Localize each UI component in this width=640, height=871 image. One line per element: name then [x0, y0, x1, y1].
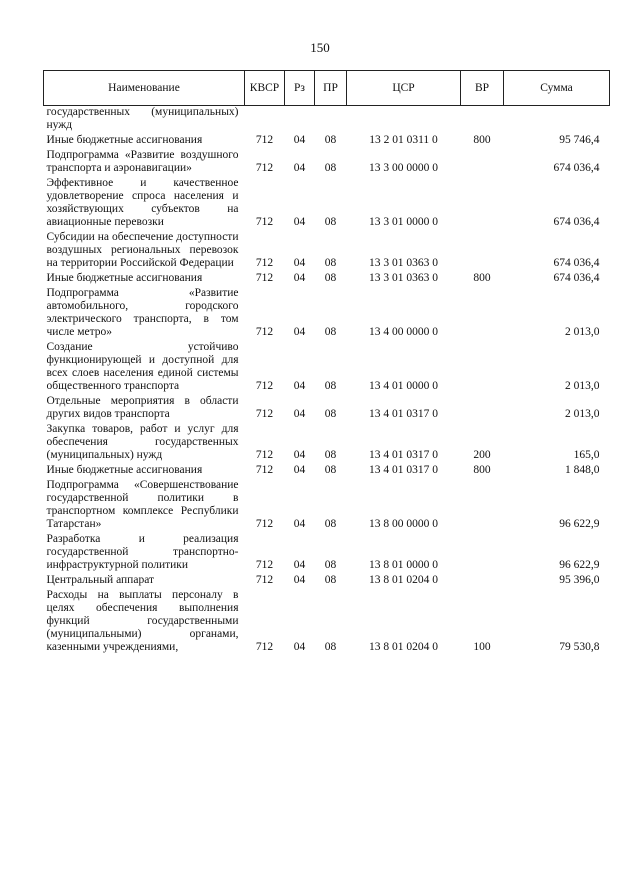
cell-kvsr: 712	[255, 559, 274, 571]
cell-pr: 08	[324, 464, 337, 476]
cell-kvsr: 712	[255, 408, 274, 420]
cell-sum: 674 036,4	[553, 272, 600, 284]
table-row	[44, 533, 610, 574]
cell-name: Закупка товаров, работ и услуг для обеспечения государственных (муниципальных) нужд	[46, 423, 239, 461]
cell-sum: 674 036,4	[553, 257, 600, 269]
cell-pr: 08	[324, 449, 337, 461]
cell-rz: 04	[293, 641, 306, 653]
cell-kvsr: 712	[255, 134, 274, 146]
cell-name: Создание устойчиво функционирующей и доступной для всех слоев населения единой системы общественного транспорта	[46, 341, 239, 392]
cell-vr	[461, 106, 504, 135]
header-pr: ПР	[315, 71, 347, 106]
header-sum: Сумма	[504, 71, 610, 106]
table-row	[44, 287, 610, 341]
cell-name: Подпрограмма «Совершенствование государственной политики в транспортном комплексе Республики Татарстан»	[46, 479, 239, 530]
cell-vr	[461, 287, 504, 341]
header-rz: Рз	[285, 71, 315, 106]
cell-name: Подпрограмма «Развитие автомобильного, городского электрического транспорта, в том числе метро»	[46, 287, 239, 338]
cell-pr	[315, 106, 347, 135]
cell-csr: 13 4 01 0317 0	[369, 464, 438, 476]
table-row	[44, 464, 610, 479]
cell-pr: 08	[324, 408, 337, 420]
cell-csr: 13 3 01 0000 0	[369, 216, 438, 228]
cell-name: Подпрограмма «Развитие воздушного транспорта и аэронавигации»	[46, 149, 239, 174]
table-row	[44, 149, 610, 177]
cell-kvsr: 712	[255, 326, 274, 338]
cell-sum: 1 848,0	[565, 464, 600, 476]
cell-csr: 13 8 00 0000 0	[369, 518, 438, 530]
cell-csr: 13 4 01 0317 0	[369, 449, 438, 461]
header-name: Наименование	[44, 71, 245, 106]
cell-vr: 800	[473, 272, 491, 284]
header-kvsr: КВСР	[245, 71, 285, 106]
cell-sum: 96 622,9	[559, 518, 600, 530]
cell-name: Иные бюджетные ассигнования	[46, 464, 203, 476]
cell-vr	[461, 533, 504, 574]
cell-rz: 04	[293, 162, 306, 174]
cell-vr	[461, 149, 504, 177]
table-row	[44, 423, 610, 464]
cell-sum: 79 530,8	[559, 641, 600, 653]
cell-vr	[461, 177, 504, 231]
table-header-row	[44, 71, 610, 106]
cell-sum: 95 746,4	[559, 134, 600, 146]
cell-pr: 08	[324, 641, 337, 653]
cell-csr: 13 3 01 0363 0	[369, 257, 438, 269]
cell-vr: 800	[473, 134, 491, 146]
page-number: 150	[310, 40, 330, 55]
cell-kvsr: 712	[255, 464, 274, 476]
cell-csr: 13 4 01 0000 0	[369, 380, 438, 392]
budget-table	[43, 70, 610, 656]
table-row	[44, 272, 610, 287]
header-vr: ВР	[461, 71, 504, 106]
cell-sum: 674 036,4	[553, 216, 600, 228]
header-csr: ЦСР	[347, 71, 461, 106]
cell-kvsr: 712	[255, 518, 274, 530]
cell-pr: 08	[324, 518, 337, 530]
cell-pr: 08	[324, 574, 337, 586]
table-row	[44, 106, 610, 135]
cell-kvsr: 712	[255, 162, 274, 174]
cell-rz: 04	[293, 380, 306, 392]
cell-vr	[461, 395, 504, 423]
cell-name: Отдельные мероприятия в области других видов транспорта	[46, 395, 239, 420]
cell-vr	[461, 341, 504, 395]
cell-vr	[461, 574, 504, 589]
cell-rz: 04	[293, 326, 306, 338]
cell-vr	[461, 479, 504, 533]
cell-rz: 04	[293, 272, 306, 284]
table-row	[44, 574, 610, 589]
cell-vr: 200	[473, 449, 491, 461]
cell-kvsr: 712	[255, 272, 274, 284]
cell-kvsr	[245, 106, 285, 135]
cell-rz: 04	[293, 408, 306, 420]
cell-pr: 08	[324, 216, 337, 228]
cell-name: Иные бюджетные ассигнования	[46, 134, 203, 146]
cell-sum: 674 036,4	[553, 162, 600, 174]
cell-csr: 13 4 01 0317 0	[369, 408, 438, 420]
cell-vr	[461, 231, 504, 272]
cell-sum: 95 396,0	[559, 574, 600, 586]
cell-pr: 08	[324, 162, 337, 174]
cell-name: Иные бюджетные ассигнования	[46, 272, 203, 284]
cell-vr: 800	[473, 464, 491, 476]
cell-kvsr: 712	[255, 641, 274, 653]
cell-rz: 04	[293, 216, 306, 228]
cell-sum: 2 013,0	[565, 380, 600, 392]
table-row	[44, 231, 610, 272]
cell-csr	[347, 106, 461, 135]
table-row	[44, 589, 610, 656]
cell-name: Центральный аппарат	[46, 574, 155, 586]
cell-rz: 04	[293, 257, 306, 269]
cell-name: Разработка и реализация государственной транспортно-инфраструктурной политики	[46, 533, 239, 571]
cell-kvsr: 712	[255, 257, 274, 269]
cell-sum: 165,0	[573, 449, 600, 461]
cell-rz: 04	[293, 559, 306, 571]
table-row	[44, 341, 610, 395]
cell-csr: 13 8 01 0204 0	[369, 641, 438, 653]
cell-name: Расходы на выплаты персоналу в целях обеспечения выполнения функций государственными (муниципальными) органами, казенными учреждениями,	[46, 589, 239, 653]
cell-csr: 13 4 00 0000 0	[369, 326, 438, 338]
cell-sum: 2 013,0	[565, 408, 600, 420]
cell-kvsr: 712	[255, 449, 274, 461]
table-row	[44, 479, 610, 533]
table-body	[44, 106, 610, 657]
cell-rz: 04	[293, 449, 306, 461]
cell-kvsr: 712	[255, 380, 274, 392]
table-row	[44, 134, 610, 149]
cell-sum: 2 013,0	[565, 326, 600, 338]
cell-pr: 08	[324, 380, 337, 392]
cell-csr: 13 3 00 0000 0	[369, 162, 438, 174]
cell-name: Эффективное и качественное удовлетворение спроса населения и хозяйствующих субъектов на авиационные перевозки	[46, 177, 239, 228]
cell-pr: 08	[324, 326, 337, 338]
cell-csr: 13 3 01 0363 0	[369, 272, 438, 284]
cell-sum: 96 622,9	[559, 559, 600, 571]
cell-sum	[504, 106, 610, 135]
cell-pr: 08	[324, 257, 337, 269]
table-row	[44, 177, 610, 231]
cell-name: государственных (муниципальных) нужд	[46, 106, 239, 131]
cell-csr: 13 2 01 0311 0	[369, 134, 438, 146]
cell-csr: 13 8 01 0204 0	[369, 574, 438, 586]
table-row	[44, 395, 610, 423]
cell-kvsr: 712	[255, 216, 274, 228]
cell-rz	[285, 106, 315, 135]
cell-csr: 13 8 01 0000 0	[369, 559, 438, 571]
cell-rz: 04	[293, 518, 306, 530]
cell-vr: 100	[473, 641, 491, 653]
cell-rz: 04	[293, 574, 306, 586]
cell-pr: 08	[324, 559, 337, 571]
cell-kvsr: 712	[255, 574, 274, 586]
cell-rz: 04	[293, 464, 306, 476]
cell-name: Субсидии на обеспечение доступности воздушных региональных перевозок на территории Российской Федерации	[46, 231, 239, 269]
cell-rz: 04	[293, 134, 306, 146]
cell-pr: 08	[324, 272, 337, 284]
cell-pr: 08	[324, 134, 337, 146]
